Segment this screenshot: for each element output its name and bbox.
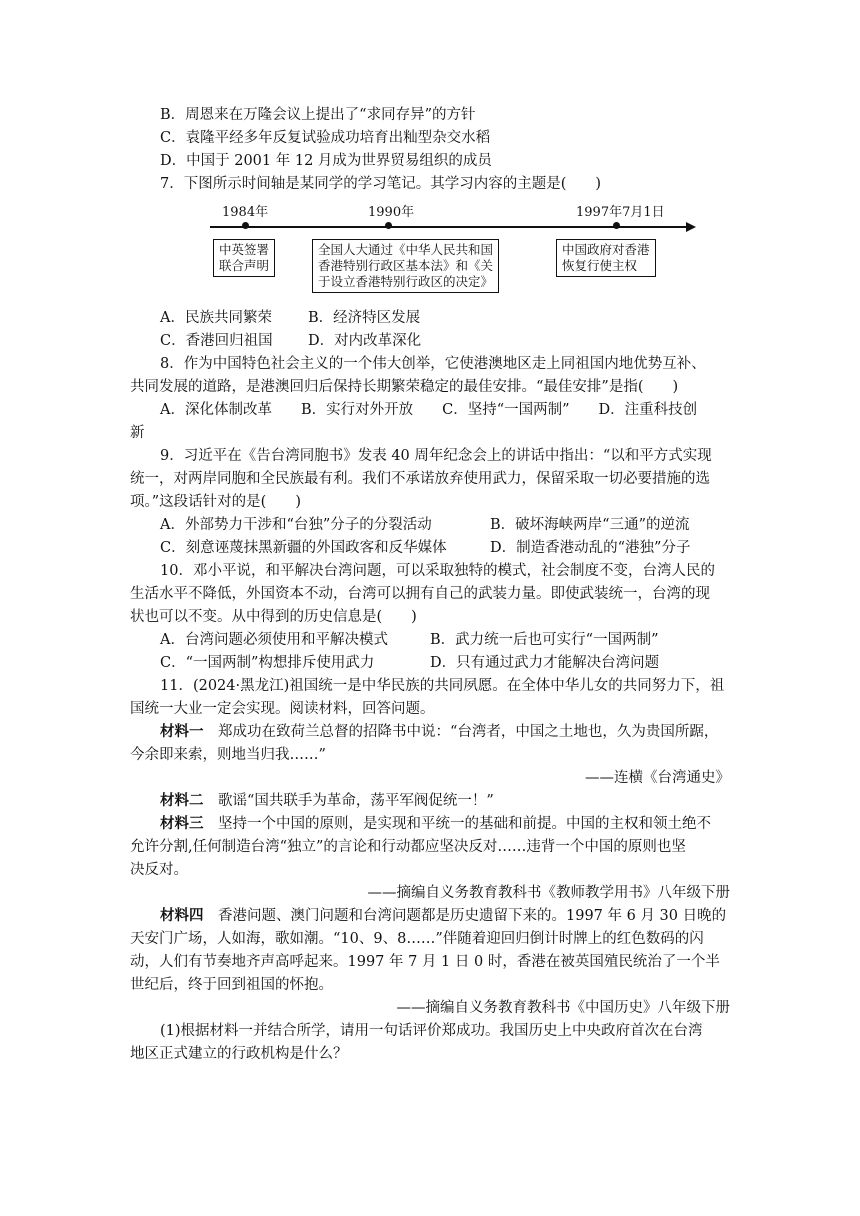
material-3-line: 决反对。 [130, 862, 188, 878]
q9-stem-line: 统一，对两岸同胞和全民族最有利。我们不承诺放弃使用武力，保留采取一切必要措施的选 [130, 471, 710, 487]
q10-stem-line: 生活水平不降低，外国资本不动，台湾可以拥有自己的武装力量。即使武装统一，台湾的现 [130, 586, 710, 602]
material-1-text: 郑成功在致荷兰总督的招降书中说：“台湾者，中国之土地也，久为贵国所踞， [203, 724, 719, 740]
timeline-dot [613, 222, 620, 229]
material-1-label: 材料一 [160, 723, 204, 740]
material-4-text: 香港问题、澳门问题和台湾问题都是历史遗留下来的。1997 年 6 月 30 日晚的 [203, 908, 727, 924]
material-4-source: ——摘编自义务教育教科书《中国历史》八年级下册 [396, 1000, 730, 1016]
material-3-text: 坚持一个中国的原则，是实现和平统一的基础和前提。中国的主权和领土绝不 [203, 816, 711, 832]
q10-stem-line: 10．邓小平说，和平解决台湾问题，可以采取独特的模式，社会制度不变，台湾人民的 [160, 563, 715, 579]
material-1-line: 今余即来索，则地当归我……” [130, 747, 326, 763]
q11-stem-line: 国统一大业一定会实现。阅读材料，回答问题。 [130, 701, 435, 717]
q6-option-d: D．中国于 2001 年 12 月成为世界贸易组织的成员 [160, 153, 492, 169]
timeline-figure [160, 196, 720, 306]
q9-stem-line: 9．习近平在《告台湾同胞书》发表 40 周年纪念会上的讲话中指出：“以和平方式实现 [160, 448, 712, 464]
timeline-event-box [312, 239, 499, 293]
material-3-source: ——摘编自义务教育教科书《教师教学用书》八年级下册 [367, 885, 730, 901]
material-3-line: 允许分割,任何制造台湾“独立”的言论和行动都应坚决反对……违背一个中国的原则也坚 [130, 839, 686, 855]
material-3-line [160, 813, 711, 835]
q9-stem-line: 项。”这段话针对的是( ) [130, 494, 301, 510]
q9-option-c: C．刻意诬蔑抹黑新疆的外国政客和反华媒体 [160, 540, 447, 556]
material-4-line: 世纪后，终于回到祖国的怀抱。 [130, 977, 333, 993]
material-4-line [160, 905, 726, 927]
timeline-event-text: 中英签署 [219, 242, 270, 257]
q7-stem: 7．下图所示时间轴是某同学的学习笔记。其学习内容的主题是( ) [160, 176, 602, 192]
q7-option-a: A．民族共同繁荣 [160, 310, 272, 326]
material-4-line: 天安门广场，人如海，歌如潮。“10、9、8……”伴随着迎回归倒计时牌上的红色数码的闪 [130, 931, 704, 947]
q11-stem-line: 11．(2024·黑龙江)祖国统一是中华民族的共同夙愿。在全体中华儿女的共同努力下，祖 [160, 678, 725, 694]
q9-option-d: D．制造香港动乱的“港独”分子 [490, 540, 691, 556]
timeline-year: 1984年 [222, 205, 269, 220]
material-2-label: 材料二 [160, 792, 204, 809]
material-2-line [160, 790, 494, 812]
timeline-dot [242, 222, 249, 229]
q10-stem-line: 状也可以不变。从中得到的历史信息是( ) [130, 609, 417, 625]
q8-stem-line: 8．作为中国特色社会主义的一个伟大创举，它使港澳地区走上同祖国内地优势互补、 [160, 356, 706, 372]
material-1-line [160, 721, 718, 743]
timeline-event-text: 全国人大通过《中华人民共和国 [318, 242, 494, 257]
sub-question-1: 地区正式建立的行政机构是什么？ [130, 1046, 348, 1062]
q8-options-tail: 新 [130, 425, 145, 441]
timeline-year: 1990年 [368, 205, 415, 220]
q6-option-b: B．周恩来在万隆会议上提出了“求同存异”的方针 [160, 107, 476, 123]
material-4-line: 动，人们有节奏地齐声高呼起来。1997 年 7 月 1 日 0 时，香港在被英国殖民统治了一个半 [130, 954, 720, 970]
timeline-arrow-icon [686, 222, 696, 232]
timeline-dot [385, 222, 392, 229]
timeline-year: 1997年7月1日 [576, 205, 665, 220]
q7-option-b: B．经济特区发展 [308, 310, 421, 326]
timeline-event-text: 香港特别行政区基本法》和《关 [318, 258, 494, 273]
q10-option-d: D．只有通过武力才能解决台湾问题 [430, 655, 660, 671]
q8-stem-line: 共同发展的道路，是港澳回归后保持长期繁荣稳定的最佳安排。“最佳安排”是指( ) [130, 379, 679, 395]
q8-options: A．深化体制改革 B．实行对外开放 C．坚持“一国两制” D．注重科技创 [160, 402, 698, 418]
timeline-event-text: 于设立香港特别行政区的决定》 [318, 274, 494, 289]
q10-option-a: A．台湾问题必须使用和平解决模式 [160, 632, 388, 648]
q7-option-c: C．香港回归祖国 [160, 333, 273, 349]
material-4-label: 材料四 [160, 907, 204, 924]
material-3-label: 材料三 [160, 815, 204, 832]
q6-option-c: C．袁隆平经多年反复试验成功培育出籼型杂交水稻 [160, 130, 491, 146]
q7-option-d: D．对内改革深化 [308, 333, 422, 349]
timeline-event-text: 联合声明 [219, 258, 270, 273]
timeline-event-text: 恢复行使主权 [562, 258, 638, 273]
q10-option-b: B．武力统一后也可实行“一国两制” [430, 632, 659, 648]
sub-question-1: (1)根据材料一并结合所学，请用一句话评价郑成功。我国历史上中央政府首次在台湾 [160, 1023, 703, 1039]
q9-option-a: A．外部势力干涉和“台独”分子的分裂活动 [160, 517, 432, 533]
material-2-text: 歌谣“国共联手为革命，荡平军阀促统一！” [203, 793, 494, 809]
timeline-event-box [213, 239, 275, 277]
timeline-event-box [556, 239, 656, 277]
q10-option-c: C．“一国两制”构想排斥使用武力 [160, 655, 375, 671]
q9-option-b: B．破坏海峡两岸“三通”的逆流 [490, 517, 690, 533]
timeline-event-text: 中国政府对香港 [562, 242, 650, 257]
material-1-source: ——连横《台湾通史》 [585, 770, 730, 786]
